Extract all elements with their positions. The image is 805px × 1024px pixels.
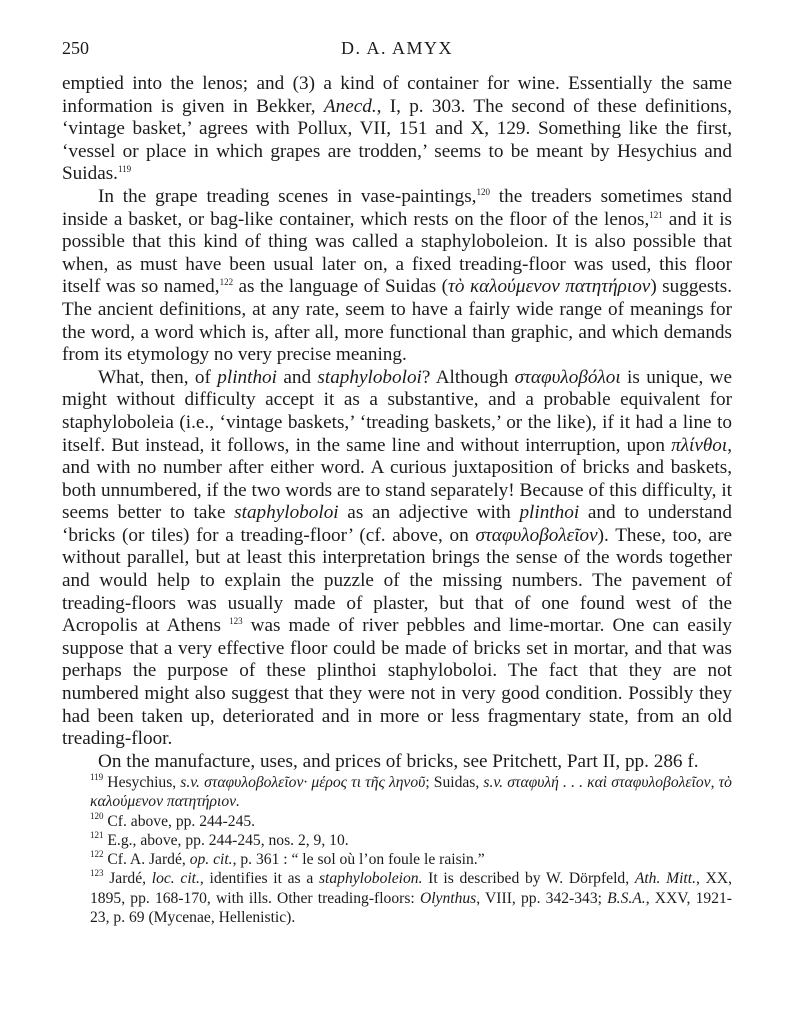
page-number: 250 — [62, 38, 89, 58]
footnote-121 — [62, 831, 732, 850]
text-run: ) suggests. The ancient definitions, at any rate, seem to have a fairly wide range of meanings for the word, a word which is, after all, more functional than graphic, and which demands from its etymology no very precise meaning. — [62, 276, 732, 366]
greek-run: σταφυλοβολεῖον· μέρος τι τῆς ληνοῦ — [204, 774, 426, 791]
italic-run: plinthoi — [519, 502, 580, 524]
text-run: emptied into the lenos; and (3) a kind of container for wine. Essentially the same information is given in Bekker, — [62, 73, 732, 117]
text-run: and it is possible that this kind of thing was called a staphyloboleion. It is also possible that when, as must have been usual later on, a fixed treading-floor was used, this floor itself was so named, — [62, 208, 732, 298]
greek-run: τὸ καλούμενον πατητήριον — [448, 276, 651, 298]
footnote-number: 120 — [90, 810, 104, 821]
text-run: ; Suidas, — [425, 774, 484, 791]
text-run: , I, p. 303. The second of these definitions, ‘vintage basket,’ agrees with Pollux, VII, 151 and X, 129. Something like the first, ‘vessel or place in which grapes are trodden,’ seems to be meant by Hesychius and Suidas. — [62, 95, 733, 185]
italic-run: Ath. Mitt. — [634, 870, 696, 888]
footnote-ref: 120 — [476, 186, 490, 197]
greek-run: σταφυλοβόλοι — [514, 366, 621, 388]
footnote-number: 122 — [90, 849, 104, 860]
italic-run: staphyloboloi — [317, 366, 422, 388]
italic-run: s.v. — [483, 774, 504, 791]
text-run: is unique, we might without difficulty accept it as a substantive, and a probable equivalent for staphyloboleia (i.e., ‘vintage baskets,’ ‘treading baskets,’ or the like), if it had a line to itself. But instead, it follows, in the same line and without interruption, upon — [62, 366, 732, 456]
text-run: Cf. above, pp. 244-245. — [103, 812, 256, 830]
text-run: What, then, of — [98, 366, 218, 388]
footnotes — [62, 773, 732, 927]
text-run: Hesychius, — [103, 774, 181, 791]
footnote-number: 119 — [90, 772, 104, 782]
footnote-ref: 123 — [229, 616, 243, 627]
italic-run: loc. cit. — [151, 870, 200, 888]
greek-run: σταφυλή . . . καὶ σταφυλοβολεῖον, τὸ καλούμενον πατητήριον. — [90, 774, 732, 811]
text-run: and to understand ‘bricks (or tiles) for a treading-floor’ (cf. above, on — [62, 502, 732, 546]
italic-run: op. cit. — [189, 851, 233, 869]
text-run: as an adjective with — [338, 502, 520, 524]
text-run: Cf. A. Jardé, — [103, 851, 190, 869]
text-run: On the manufacture, uses, and prices of bricks, see Pritchett, Part II, pp. 286 f. — [98, 750, 699, 772]
paragraph — [62, 73, 732, 186]
italic-run: plinthoi — [217, 366, 277, 388]
text-run: , XXV, 1921-23, p. 69 (Mycenae, Hellenistic). — [90, 889, 733, 927]
text-run: , VIII, pp. 342-343; — [476, 889, 608, 907]
text-run: , XX, 1895, pp. 168-170, with ills. Other treading-floors: — [90, 870, 732, 907]
text-run: , p. 361 : “ le sol où l’on foule le raisin.” — [232, 851, 485, 869]
footnote-ref: 119 — [117, 164, 132, 175]
greek-run: πλίνθοι — [671, 434, 728, 456]
text-run: , and with no number after either word. A curious juxtaposition of bricks and baskets, both unnumbered, if the two words are to stand separately! Because of this difficulty, it seems better to take — [62, 434, 732, 524]
paragraph — [62, 186, 732, 367]
text-run: was made of river pebbles and lime-mortar. One can easily suppose that a very effective floor could be made of bricks set in mortar, and that was perhaps the purpose of these plinthoi staphyloboloi. The fact that they are not numbered might also suggest that they were not in very good condition. Possibly they had been taken up, deteriorated and in more or less fragmentary state, from an old treading-floor. — [62, 615, 732, 750]
text-run: the treaders sometimes stand inside a basket, or bag-like container, which rests on the floor of the lenos, — [62, 185, 732, 230]
paragraph — [62, 751, 732, 774]
italic-run: B.S.A. — [607, 889, 646, 907]
italic-run: Olynthus — [419, 889, 477, 907]
greek-run: σταφυλοβολεῖον — [475, 524, 598, 546]
footnote-123 — [62, 869, 732, 927]
footnote-number: 123 — [90, 868, 104, 879]
italic-run: staphyloboloi — [234, 502, 339, 524]
text-run: Jardé, — [103, 870, 152, 888]
page-header — [62, 38, 732, 64]
footnote-number: 121 — [90, 829, 104, 840]
paragraph — [62, 367, 732, 751]
italic-run: staphyloboleion. — [318, 870, 423, 888]
running-head: D. A. AMYX — [340, 38, 453, 58]
text-run: ). These, too, are without parallel, but at least this interpretation brings the sense of the words together and would help to explain the puzzle of the missing numbers. The pavement of treading-floors was usually made of plaster, but that of one found west of the Acropolis at Athens — [62, 524, 732, 637]
text-run: as the language of Suidas ( — [233, 276, 449, 298]
text-run: and — [276, 366, 318, 388]
footnote-120 — [62, 812, 732, 831]
text-run: It is described by W. Dörpfeld, — [422, 870, 635, 888]
footnote-119 — [62, 773, 732, 812]
footnote-122 — [62, 850, 732, 869]
text-run: ? Although — [421, 366, 515, 388]
footnote-ref: 122 — [219, 277, 234, 288]
footnote-ref: 121 — [649, 209, 663, 220]
text-run: In the grape treading scenes in vase-paintings, — [98, 185, 477, 207]
italic-run: Anecd. — [323, 95, 377, 117]
text-run: , identifies it as a — [199, 870, 319, 888]
main-text — [62, 73, 732, 773]
text-run: E.g., above, pp. 244-245, nos. 2, 9, 10. — [103, 831, 349, 849]
italic-run: s.v. — [180, 774, 200, 791]
